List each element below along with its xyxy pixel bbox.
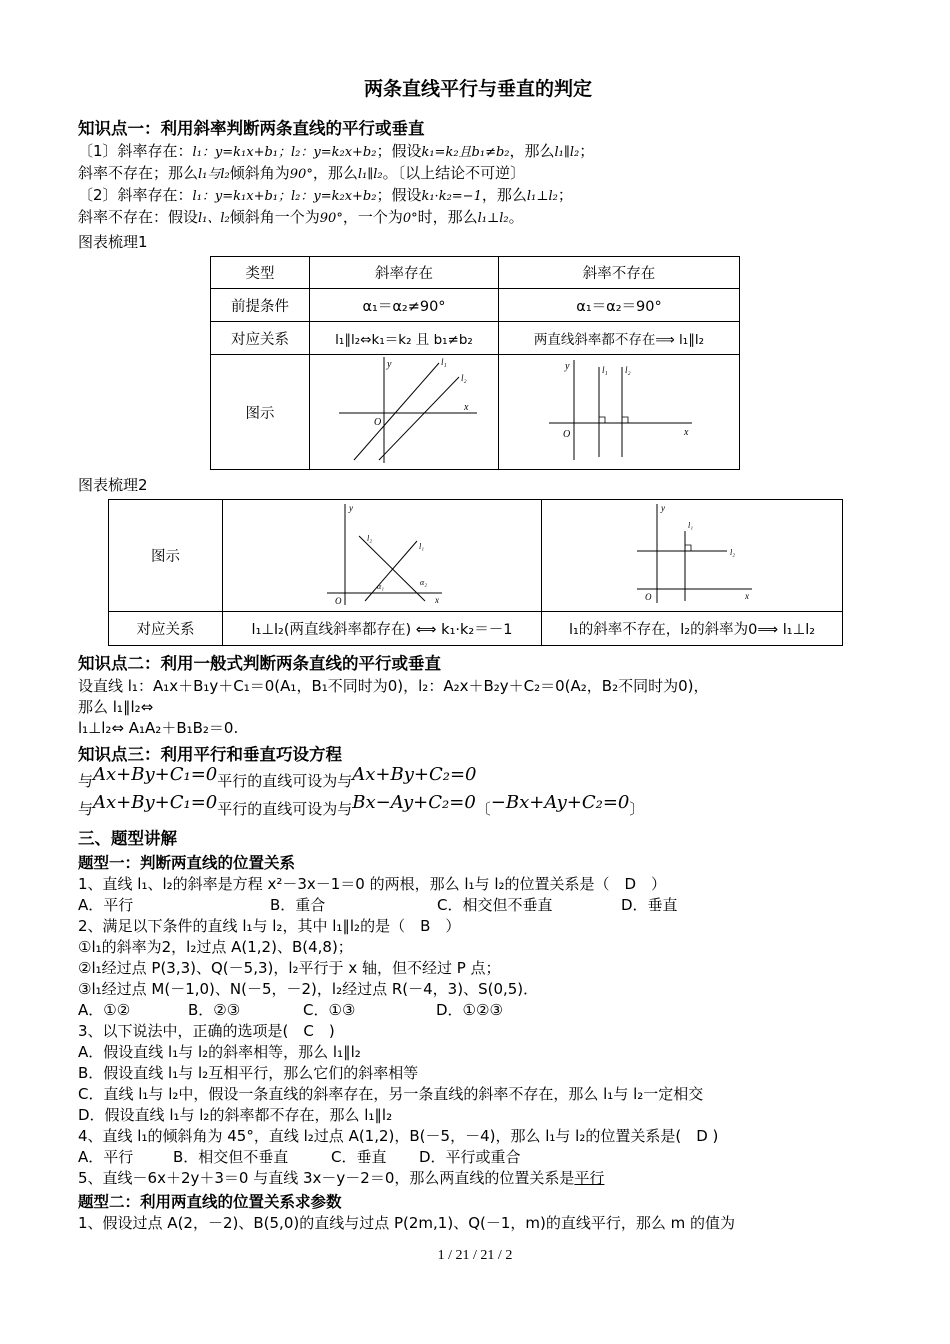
question-1: 1、直线 l₁、l₂的斜率是方程 x²－3x－1＝0 的两根，那么 l₁与 l₂的位置关系是（ D ） xyxy=(78,875,667,893)
svg-text:l₂: l₂ xyxy=(367,533,373,543)
table1 xyxy=(210,256,740,470)
svg-text:O: O xyxy=(563,429,571,440)
question-6: 1、假设过点 A(2，－2)、B(5,0)的直线与过点 P(2m,1)、Q(－1，m)的直线平行，那么 m 的值为 xyxy=(78,1214,736,1232)
document-page xyxy=(78,70,878,1234)
svg-text:O: O xyxy=(335,595,342,606)
section1-heading: 知识点一：利用斜率判断两条直线的平行或垂直 xyxy=(78,119,425,138)
svg-text:l₁: l₁ xyxy=(441,357,447,367)
question-3-option-b: B．假设直线 l₁与 l₂互相平行，那么它们的斜率相等 xyxy=(78,1064,419,1082)
question-type2-heading: 题型二：利用两直线的位置关系求参数 xyxy=(78,1193,342,1211)
svg-text:α₁: α₁ xyxy=(377,581,384,591)
section2-line1: 设直线 l₁：A₁x＋B₁y＋C₁＝0(A₁，B₁不同时为0)，l₂：A₂x＋B₂y＋C₂＝0(A₂，B₂不同时为0)， xyxy=(78,677,709,695)
question-4: 4、直线 l₁的倾斜角为 45°，直线 l₂过点 A(1,2)，B(－5，－4)，那么 l₁与 l₂的位置关系是( D ) xyxy=(78,1127,719,1145)
section2-line3: l₁⊥l₂⇔ A₁A₂＋B₁B₂＝0. xyxy=(78,719,239,737)
table1-cell: α₁＝α₂＝90° xyxy=(499,289,740,322)
question-type1-heading: 题型一：判断两直线的位置关系 xyxy=(78,854,296,872)
vertical-parallel-figure xyxy=(499,355,740,470)
svg-text:x: x xyxy=(464,402,469,413)
table1-header-slope-exists: 斜率存在 xyxy=(310,257,499,289)
section2-line2: 那么 l₁∥l₂⇔ xyxy=(78,698,154,716)
table1-header-type: 类型 xyxy=(211,257,310,289)
question-2-item-a: ①l₁的斜率为2，l₂过点 A(1,2)、B(4,8)； xyxy=(78,938,353,956)
section1-line3: 〔2〕斜率存在：l₁：y=k₁x+b₁；l₂：y=k₂x+b₂；假设k₁·k₂=−1，那么l₁⊥l₂； xyxy=(78,186,573,204)
vertical-parallel-diagram xyxy=(544,355,694,465)
section4-heading: 三、题型讲解 xyxy=(78,829,177,848)
question-1-options: A．平行 B．重合 C．相交但不垂直 D．垂直 xyxy=(78,896,678,914)
parallel-lines-figure xyxy=(310,355,499,470)
table2-relation-2: l₁的斜率不存在，l₂的斜率为0⟹ l₁⊥l₂ xyxy=(542,612,843,646)
table1-label: 图表梳理1 xyxy=(78,233,148,251)
svg-text:l₁: l₁ xyxy=(688,520,694,530)
question-2-options: A．①② B．②③ C．①③ D．①②③ xyxy=(78,1001,503,1019)
question-3: 3、以下说法中，正确的选项是( C ) xyxy=(78,1022,335,1040)
svg-text:y: y xyxy=(387,359,392,370)
svg-text:y: y xyxy=(565,361,570,372)
svg-text:x: x xyxy=(684,427,689,438)
table1-cell: α₁＝α₂≠90° xyxy=(310,289,499,322)
table2-label: 图表梳理2 xyxy=(78,476,148,494)
section1-line4: 斜率不存在：假设l₁、l₂倾斜角一个为90°，一个为0°时，那么l₁⊥l₂。 xyxy=(78,208,524,226)
section3-line2: 与Ax+By+C₁=0平行的直线可设为与Bx−Ay+C₂=0〔−Bx+Ay+C₂=0〕 xyxy=(78,792,645,818)
parallel-lines-diagram xyxy=(329,355,479,465)
question-3-option-d: D．假设直线 l₁与 l₂的斜率都不存在，那么 l₁∥l₂ xyxy=(78,1106,393,1124)
perpendicular-lines-diagram xyxy=(317,501,447,607)
section3-line1: 与Ax+By+C₁=0平行的直线可设为与Ax+By+C₂=0 xyxy=(78,764,477,790)
question-4-options: A．平行 B．相交但不垂直 C．垂直 D．平行或重合 xyxy=(78,1148,521,1166)
svg-text:y: y xyxy=(349,502,353,513)
svg-text:l₁: l₁ xyxy=(419,541,425,551)
table1-cell: 对应关系 xyxy=(211,322,310,355)
section1-line2: 斜率不存在；那么l₁与l₂倾斜角为90°，那么l₁∥l₂。〔以上结论不可逆〕 xyxy=(78,164,526,182)
page-footer: 1 / 21 / 21 / 2 xyxy=(437,1248,513,1263)
section3-heading: 知识点三：利用平行和垂直巧设方程 xyxy=(78,745,342,764)
table2 xyxy=(108,499,843,646)
table2-relation-1: l₁⊥l₂(两直线斜率都存在) ⟺ k₁·k₂＝－1 xyxy=(223,612,542,646)
axis-perpendicular-figure xyxy=(542,500,843,612)
question-2: 2、满足以下条件的直线 l₁与 l₂，其中 l₁∥l₂的是（ B ） xyxy=(78,917,461,935)
table2-relation-label: 对应关系 xyxy=(109,612,223,646)
page-title: 两条直线平行与垂直的判定 xyxy=(363,78,592,100)
svg-text:O: O xyxy=(645,591,652,602)
question-5: 5、直线－6x＋2y＋3＝0 与直线 3x－y－2＝0，那么两直线的位置关系是平行 xyxy=(78,1169,605,1187)
svg-text:y: y xyxy=(661,502,665,513)
question-3-option-a: A．假设直线 l₁与 l₂的斜率相等，那么 l₁∥l₂ xyxy=(78,1043,361,1061)
table1-header-slope-not-exist: 斜率不存在 xyxy=(499,257,740,289)
svg-text:x: x xyxy=(745,590,749,601)
question-2-item-b: ②l₁经过点 P(3,3)、Q(－5,3)，l₂平行于 x 轴，但不经过 P 点； xyxy=(78,959,501,977)
table2-figure-label: 图示 xyxy=(109,500,223,612)
svg-text:O: O xyxy=(374,417,382,428)
section1-line1: 〔1〕斜率存在：l₁：y=k₁x+b₁；l₂：y=k₂x+b₂；假设k₁=k₂且b₁≠b₂，那么l₁∥l₂； xyxy=(78,142,595,160)
svg-text:l₂: l₂ xyxy=(625,365,631,375)
section2-heading: 知识点二：利用一般式判断两条直线的平行或垂直 xyxy=(78,654,441,673)
svg-text:l₁: l₁ xyxy=(602,365,608,375)
svg-text:α₂: α₂ xyxy=(420,577,427,587)
perpendicular-lines-figure xyxy=(223,500,542,612)
table1-cell: l₁∥l₂⇔k₁＝k₂ 且 b₁≠b₂ xyxy=(310,322,499,355)
table1-cell: 两直线斜率都不存在⟹ l₁∥l₂ xyxy=(499,322,740,355)
svg-text:l₂: l₂ xyxy=(461,373,467,383)
svg-text:l₂: l₂ xyxy=(730,547,736,557)
question-5-answer: 平行 xyxy=(574,1169,605,1187)
table1-cell: 前提条件 xyxy=(211,289,310,322)
table1-figure-label: 图示 xyxy=(211,355,310,470)
question-2-item-c: ③l₁经过点 M(－1,0)、N(－5，－2)，l₂经过点 R(－4，3)、S(0,5)． xyxy=(78,980,539,998)
question-3-option-c: C．直线 l₁与 l₂中，假设一条直线的斜率存在，另一条直线的斜率不存在，那么 l₁与 l₂一定相交 xyxy=(78,1085,704,1103)
axis-perpendicular-diagram xyxy=(627,501,757,607)
svg-text:x: x xyxy=(435,594,439,605)
